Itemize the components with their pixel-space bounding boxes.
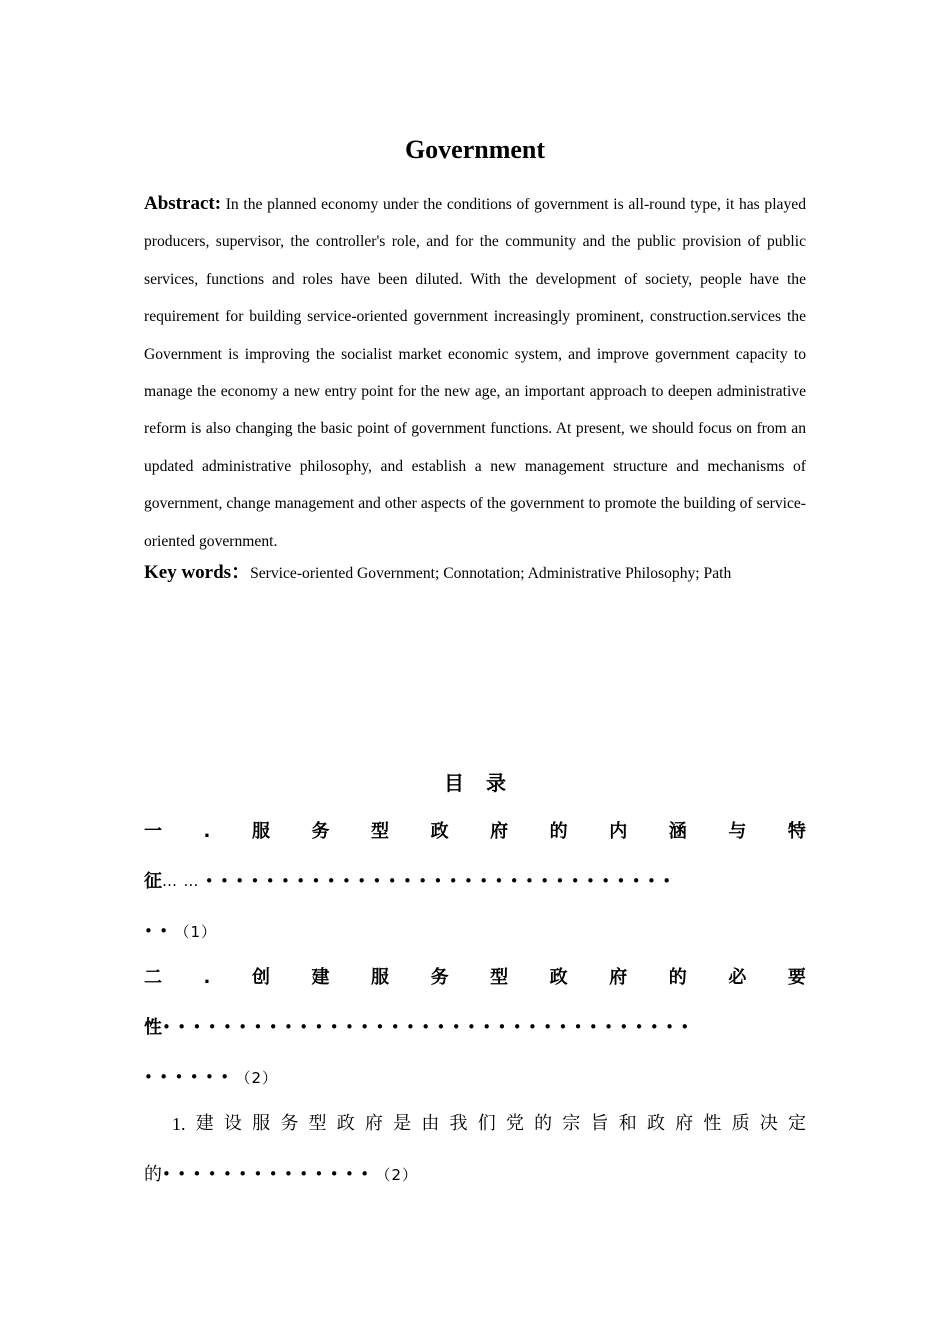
toc-char: 建 [311, 967, 330, 988]
toc-char: 府 [490, 821, 509, 842]
toc-char: 务 [311, 821, 330, 842]
toc-char: 特 [787, 821, 806, 842]
toc-entry-3-leader[interactable] [144, 1159, 806, 1190]
toc-char: 服 [251, 821, 270, 842]
toc-page-number: （1） [174, 923, 218, 941]
abstract-paragraph [144, 185, 806, 560]
toc-char: 征 [144, 871, 162, 892]
toc-char: 建 [195, 1113, 214, 1134]
toc-char: 们 [477, 1113, 496, 1134]
toc-char: . [203, 967, 211, 988]
toc-entry-2-page[interactable] [144, 1062, 806, 1093]
page-title: Government [404, 135, 546, 164]
toc-char: . [203, 821, 211, 842]
keywords-line [144, 559, 806, 588]
toc-page-number: （2） [235, 1069, 279, 1087]
toc-entry-1-heading[interactable] [144, 817, 806, 847]
toc-char: 的 [549, 821, 568, 842]
toc-char: 决 [759, 1113, 778, 1134]
toc-char: 质 [731, 1113, 750, 1134]
toc-char: 与 [728, 821, 747, 842]
toc-dot-leader: •••••••••••••• [162, 1165, 376, 1183]
toc-entry-2-heading[interactable] [144, 963, 806, 993]
toc-dot-leader: •• [144, 922, 175, 940]
toc-char: 的 [144, 1164, 162, 1185]
abstract-text: In the planned economy under the conditions of government is all-round type, it has played producers, supervisor, the controller's role, and for the community and the public provision of public services, functions and roles have been diluted. With the development of society, people have the requirement for building service-oriented government increasingly prominent, construction.services the Government is improving the socialist market economic system, and improve government capacity to manage the economy a new entry point for the new age, an important approach to deepen administrative reform is also changing the basic point of government functions. At present, we should focus on from an updated administrative philosophy, and establish a new management structure and mechanisms of government, change management and other aspects of the government to promote the building of service-oriented government. [144, 196, 806, 550]
toc-dot-leader: •••••• [144, 1068, 236, 1086]
toc-title-char: 录 [486, 771, 506, 795]
toc-char: 性 [144, 1017, 162, 1038]
toc-char: 府 [609, 967, 628, 988]
toc-char: 旨 [590, 1113, 609, 1134]
toc-entry-3-heading[interactable] [172, 1109, 806, 1139]
toc-char: 要 [787, 967, 806, 988]
toc-char: 务 [280, 1113, 299, 1134]
toc-char: 必 [728, 967, 747, 988]
toc-char: 政 [549, 967, 568, 988]
abstract-label: Abstract: [144, 193, 222, 214]
toc-entry-1-leader[interactable] [144, 866, 806, 897]
toc-char: 政 [430, 821, 449, 842]
toc-char: 的 [534, 1113, 553, 1134]
toc-entry-1-page[interactable] [144, 916, 806, 947]
toc-dot-leader: ……••••••••••••••••••••••••••••••• [162, 872, 678, 890]
toc-char: 涵 [668, 821, 687, 842]
toc-char: 由 [421, 1113, 440, 1134]
toc-char: 型 [308, 1113, 327, 1134]
toc-char: 服 [371, 967, 390, 988]
toc-char: 宗 [562, 1113, 581, 1134]
toc-char: 务 [430, 967, 449, 988]
toc-char: 定 [787, 1113, 806, 1134]
toc-char: 府 [675, 1113, 694, 1134]
toc-title [144, 768, 806, 798]
toc-char: 内 [609, 821, 628, 842]
toc-char: 党 [505, 1113, 524, 1134]
toc-item-number: 1. [172, 1114, 186, 1134]
toc-char: 设 [223, 1113, 242, 1134]
keywords-text: Service-oriented Government; Connotation; Administrative Philosophy; Path [250, 565, 732, 582]
toc-char: 型 [371, 821, 390, 842]
toc-char: 是 [393, 1113, 412, 1134]
toc-char: 创 [251, 967, 270, 988]
toc-char: 一 [144, 821, 162, 842]
toc-char: 政 [646, 1113, 665, 1134]
toc-char: 性 [703, 1113, 722, 1134]
toc-char: 府 [364, 1113, 383, 1134]
toc-char: 我 [449, 1113, 468, 1134]
toc-entry-2-leader[interactable] [144, 1012, 806, 1043]
toc-char: 二 [144, 967, 162, 988]
toc-title-char: 目 [444, 771, 464, 795]
toc-char: 的 [668, 967, 687, 988]
toc-char: 和 [618, 1113, 637, 1134]
toc-char: 政 [336, 1113, 355, 1134]
toc-page-number: （2） [375, 1166, 419, 1184]
toc-char: 型 [490, 967, 509, 988]
toc-char: 服 [252, 1113, 271, 1134]
keywords-label: Key words： [144, 562, 251, 583]
toc-dot-leader: ••••••••••••••••••••••••••••••••••• [162, 1018, 696, 1036]
